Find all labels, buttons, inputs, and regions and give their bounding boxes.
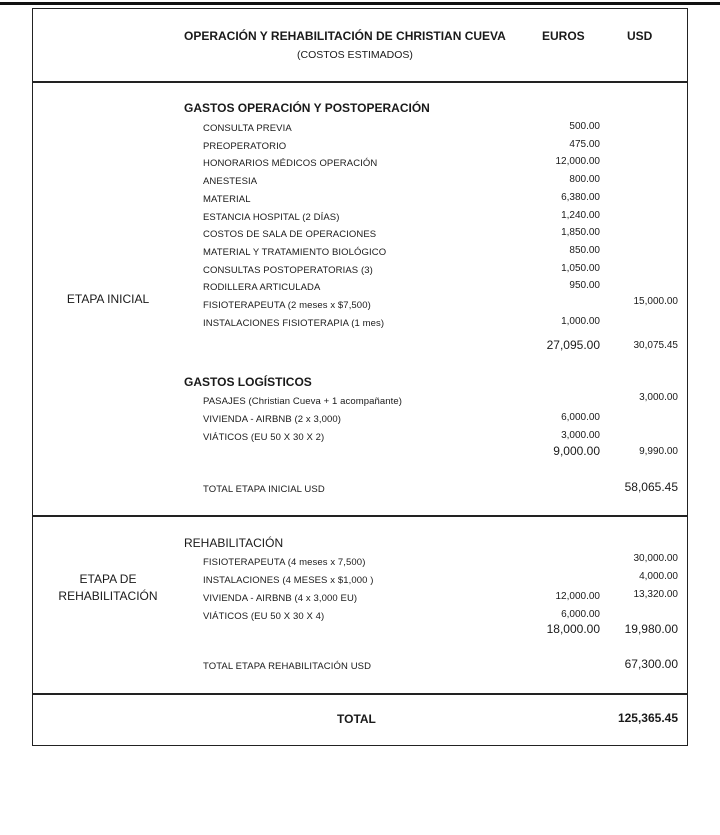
line-item-description: PASAJES (Christian Cueva + 1 acompañante) xyxy=(203,396,403,407)
line-item-euros: 475.00 xyxy=(569,138,600,150)
line-item-description: VIVIENDA - AIRBNB (4 x 3,000 EU) xyxy=(203,593,358,604)
line-item-description: ESTANCIA HOSPITAL (2 DÍAS) xyxy=(203,211,340,223)
line-item-usd: 4,000.00 xyxy=(639,571,678,582)
line-item-euros: 1,240.00 xyxy=(561,209,600,221)
line-item-description: COSTOS DE SALA DE OPERACIONES xyxy=(203,229,377,241)
grand-total-usd: 125,365.45 xyxy=(617,711,678,725)
line-item-euros: 6,380.00 xyxy=(561,191,600,203)
line-item-description: MATERIAL Y TRATAMIENTO BIOLÓGICO xyxy=(203,246,387,258)
stage-divider xyxy=(33,515,687,517)
line-item-usd: 13,320.00 xyxy=(633,589,678,600)
grand-total-label: TOTAL xyxy=(337,712,376,726)
line-item-description: PREOPERATORIO xyxy=(203,140,287,152)
line-item-description: VIVIENDA - AIRBNB (2 x 3,000) xyxy=(203,414,342,425)
line-item-euros: 6,000.00 xyxy=(561,412,600,423)
stage-label-rehabilitacion: ETAPA DE REHABILITACIÓN xyxy=(58,572,158,603)
line-item-euros: 6,000.00 xyxy=(561,609,600,620)
total-inicial-usd: 58,065.45 xyxy=(624,480,678,494)
line-item-description: CONSULTA PREVIA xyxy=(203,123,292,134)
total-inicial-label: TOTAL ETAPA INICIAL USD xyxy=(203,484,325,495)
line-item-description: MATERIAL xyxy=(203,193,251,205)
section-heading-rehabilitacion: REHABILITACIÓN xyxy=(184,536,284,550)
line-item-description: RODILLERA ARTICULADA xyxy=(203,282,321,294)
section-heading-operacion: GASTOS OPERACIÓN Y POSTOPERACIÓN xyxy=(184,101,430,115)
line-item-description: ANESTESIA xyxy=(203,176,258,188)
line-item-description: FISIOTERAPEUTA (4 meses x 7,500) xyxy=(203,557,366,568)
top-rule xyxy=(0,2,720,5)
line-item-description: VIÁTICOS (EU 50 X 30 X 2) xyxy=(203,432,325,443)
line-item-euros: 950.00 xyxy=(569,280,600,292)
line-item-usd: 30,000.00 xyxy=(633,553,678,564)
section-heading-logisticos: GASTOS LOGÍSTICOS xyxy=(184,375,312,389)
column-header-usd: USD xyxy=(627,29,653,43)
line-item-usd: 15,000.00 xyxy=(633,296,678,307)
line-item-euros: 1,850.00 xyxy=(561,227,600,239)
total-divider xyxy=(33,693,687,695)
subtotal-operacion-euros: 27,095.00 xyxy=(546,338,600,352)
subtotal-rehab-euros: 18,000.00 xyxy=(546,622,600,636)
line-item-description: INSTALACIONES (4 MESES x $1,000 ) xyxy=(203,575,374,586)
line-item-description: CONSULTAS POSTOPERATORIAS (3) xyxy=(203,264,373,276)
subtotal-operacion-usd: 30,075.45 xyxy=(633,340,678,351)
line-item-description: FISIOTERAPEUTA (2 meses x $7,500) xyxy=(203,300,371,311)
total-rehab-usd: 67,300.00 xyxy=(624,657,678,671)
line-item-euros: 1,000.00 xyxy=(561,315,600,327)
line-item-euros: 500.00 xyxy=(569,121,600,132)
line-item-euros: 1,050.00 xyxy=(561,262,600,274)
document-subtitle: (COSTOS ESTIMADOS) xyxy=(297,49,413,61)
line-item-euros: 3,000.00 xyxy=(561,430,600,441)
document-title: OPERACIÓN Y REHABILITACIÓN DE CHRISTIAN CUEVA xyxy=(184,29,506,43)
cost-table xyxy=(32,8,688,746)
line-item-description: HONORARIOS MÉDICOS OPERACIÓN xyxy=(203,158,378,170)
line-item-euros: 850.00 xyxy=(569,244,600,256)
line-item-euros: 12,000.00 xyxy=(555,591,600,602)
total-rehab-label: TOTAL ETAPA REHABILITACIÓN USD xyxy=(203,661,372,672)
subtotal-logisticos-usd: 9,990.00 xyxy=(639,446,678,457)
line-item-description: INSTALACIONES FISIOTERAPIA (1 mes) xyxy=(203,317,385,329)
line-item-description: VIÁTICOS (EU 50 X 30 X 4) xyxy=(203,611,325,622)
subtotal-rehab-usd: 19,980.00 xyxy=(624,622,678,636)
subtotal-logisticos-euros: 9,000.00 xyxy=(553,444,600,458)
column-header-euros: EUROS xyxy=(542,29,585,43)
stage-label-inicial: ETAPA INICIAL xyxy=(66,292,150,306)
header-divider xyxy=(33,81,687,83)
line-item-usd: 3,000.00 xyxy=(639,392,678,403)
line-item-euros: 12,000.00 xyxy=(555,156,600,168)
line-item-euros: 800.00 xyxy=(569,174,600,186)
